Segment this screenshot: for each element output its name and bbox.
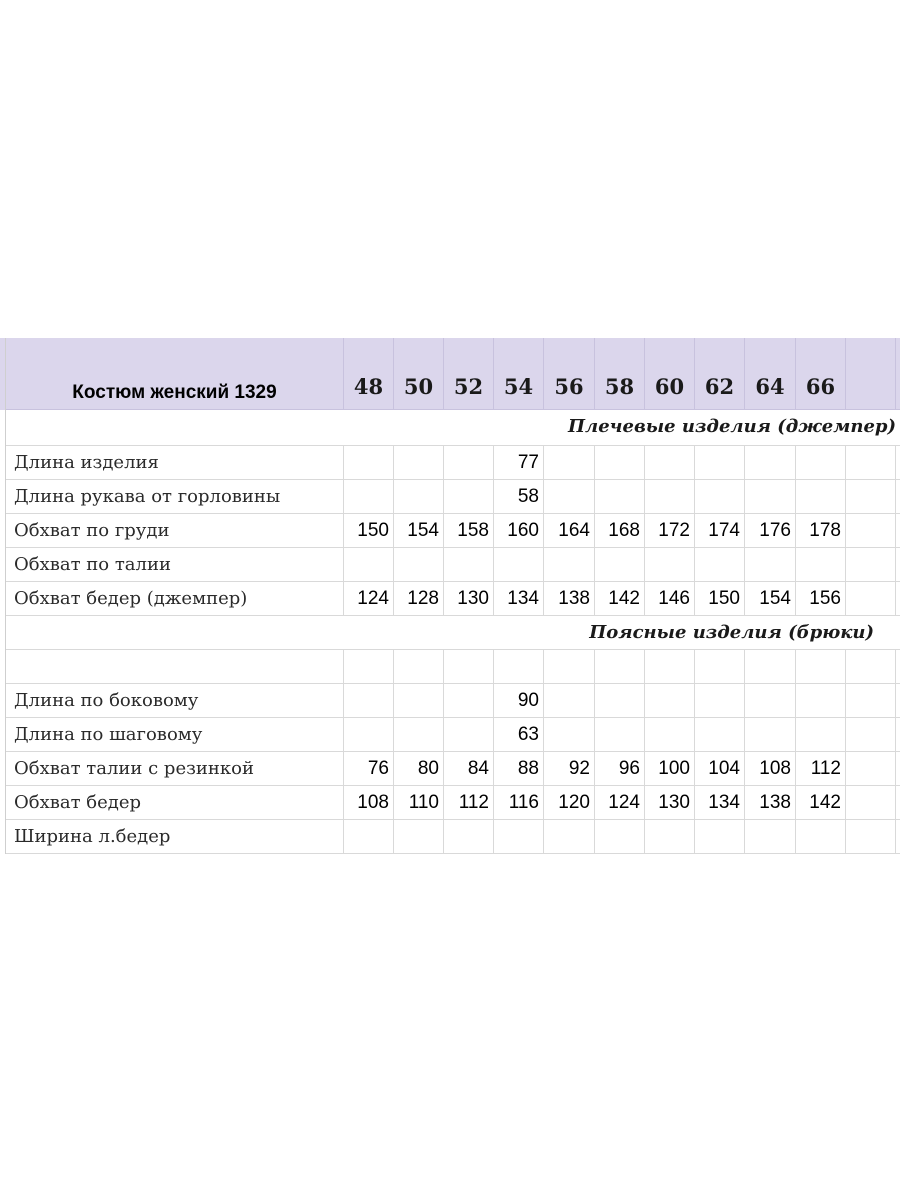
value-cell[interactable]: 142: [595, 582, 645, 616]
value-cell[interactable]: 150: [695, 582, 745, 616]
empty-cell[interactable]: [896, 684, 900, 718]
table-row: [0, 548, 900, 582]
table-row: [0, 718, 900, 752]
value-cell[interactable]: [394, 480, 444, 514]
value-cell[interactable]: [494, 650, 544, 684]
table-row: [0, 820, 900, 854]
value-cell[interactable]: [695, 650, 745, 684]
empty-header-cell[interactable]: [846, 338, 896, 410]
value-cell[interactable]: [645, 718, 695, 752]
value-cell[interactable]: 90: [494, 684, 544, 718]
size-header[interactable]: 60: [645, 338, 695, 410]
measurement-label[interactable]: Обхват по талии: [6, 548, 344, 582]
value-cell[interactable]: 77: [494, 446, 544, 480]
value-cell[interactable]: [645, 480, 695, 514]
empty-cell[interactable]: [846, 514, 896, 548]
size-header[interactable]: 54: [494, 338, 544, 410]
value-cell[interactable]: [394, 446, 444, 480]
value-cell[interactable]: [645, 650, 695, 684]
size-header[interactable]: 66: [796, 338, 846, 410]
product-title[interactable]: Костюм женский 1329: [6, 338, 344, 410]
table-row: [0, 786, 900, 820]
empty-cell[interactable]: [896, 446, 900, 480]
empty-cell[interactable]: [846, 786, 896, 820]
section-cell[interactable]: [6, 616, 900, 650]
value-cell[interactable]: [595, 684, 645, 718]
value-cell[interactable]: [544, 548, 595, 582]
measurement-label[interactable]: Длина по шаговому: [6, 718, 344, 752]
empty-cell[interactable]: [846, 718, 896, 752]
empty-header-cell[interactable]: [896, 338, 900, 410]
value-cell[interactable]: 104: [695, 752, 745, 786]
value-cell[interactable]: [444, 446, 494, 480]
value-cell[interactable]: [745, 820, 796, 854]
value-cell[interactable]: 160: [494, 514, 544, 548]
table-row: [0, 752, 900, 786]
value-cell[interactable]: 134: [494, 582, 544, 616]
empty-cell[interactable]: [846, 684, 896, 718]
value-cell[interactable]: 112: [444, 786, 494, 820]
value-cell[interactable]: [595, 446, 645, 480]
measurement-label[interactable]: Длина по боковому: [6, 684, 344, 718]
value-cell[interactable]: 150: [344, 514, 394, 548]
value-cell[interactable]: [645, 820, 695, 854]
value-cell[interactable]: [544, 480, 595, 514]
measurement-label[interactable]: [6, 650, 344, 684]
table-row: [0, 684, 900, 718]
value-cell[interactable]: 124: [595, 786, 645, 820]
empty-cell[interactable]: [846, 820, 896, 854]
value-cell[interactable]: [595, 718, 645, 752]
value-cell[interactable]: 154: [394, 514, 444, 548]
value-cell[interactable]: [394, 548, 444, 582]
value-cell[interactable]: [595, 548, 645, 582]
empty-cell[interactable]: [846, 480, 896, 514]
size-table: [0, 338, 900, 858]
section-title-top: Плечевые изделия (джемпер): [568, 416, 896, 437]
size-header[interactable]: 62: [695, 338, 745, 410]
empty-cell[interactable]: [896, 514, 900, 548]
value-cell[interactable]: [344, 684, 394, 718]
value-cell[interactable]: [494, 548, 544, 582]
value-cell[interactable]: 172: [645, 514, 695, 548]
value-cell[interactable]: 88: [494, 752, 544, 786]
size-header[interactable]: 64: [745, 338, 796, 410]
empty-cell[interactable]: [896, 480, 900, 514]
value-cell[interactable]: [444, 480, 494, 514]
value-cell[interactable]: [595, 480, 645, 514]
empty-cell[interactable]: [896, 548, 900, 582]
value-cell[interactable]: 154: [745, 582, 796, 616]
value-cell[interactable]: 92: [544, 752, 595, 786]
value-cell[interactable]: [544, 446, 595, 480]
value-cell[interactable]: 130: [645, 786, 695, 820]
value-cell[interactable]: 76: [344, 752, 394, 786]
empty-cell[interactable]: [896, 582, 900, 616]
value-cell[interactable]: 146: [645, 582, 695, 616]
value-cell[interactable]: 142: [796, 786, 846, 820]
value-cell[interactable]: 174: [695, 514, 745, 548]
value-cell[interactable]: [745, 718, 796, 752]
value-cell[interactable]: [444, 684, 494, 718]
value-cell[interactable]: [394, 684, 444, 718]
value-cell[interactable]: 176: [745, 514, 796, 548]
value-cell[interactable]: [444, 820, 494, 854]
value-cell[interactable]: 108: [745, 752, 796, 786]
value-cell[interactable]: [544, 650, 595, 684]
empty-cell[interactable]: [846, 752, 896, 786]
empty-cell[interactable]: [846, 548, 896, 582]
value-cell[interactable]: 116: [494, 786, 544, 820]
section-row-top: [0, 410, 900, 446]
size-header[interactable]: 58: [595, 338, 645, 410]
measurement-label[interactable]: Обхват талии с резинкой: [6, 752, 344, 786]
value-cell[interactable]: [796, 718, 846, 752]
value-cell[interactable]: [695, 480, 745, 514]
value-cell[interactable]: 168: [595, 514, 645, 548]
measurement-label[interactable]: Обхват по груди: [6, 514, 344, 548]
value-cell[interactable]: [695, 718, 745, 752]
value-cell[interactable]: [695, 548, 745, 582]
empty-cell[interactable]: [896, 752, 900, 786]
value-cell[interactable]: [394, 820, 444, 854]
size-header[interactable]: 56: [544, 338, 595, 410]
value-cell[interactable]: 112: [796, 752, 846, 786]
value-cell[interactable]: 84: [444, 752, 494, 786]
empty-cell[interactable]: [896, 650, 900, 684]
value-cell[interactable]: [645, 548, 695, 582]
value-cell[interactable]: [745, 480, 796, 514]
section-cell[interactable]: [6, 410, 900, 446]
measurement-label[interactable]: Длина изделия: [6, 446, 344, 480]
value-cell[interactable]: 134: [695, 786, 745, 820]
value-cell[interactable]: [444, 548, 494, 582]
value-cell[interactable]: 130: [444, 582, 494, 616]
value-cell[interactable]: [544, 718, 595, 752]
size-header[interactable]: 48: [344, 338, 394, 410]
value-cell[interactable]: [796, 480, 846, 514]
value-cell[interactable]: [595, 650, 645, 684]
value-cell[interactable]: [544, 684, 595, 718]
value-cell[interactable]: [695, 820, 745, 854]
value-cell[interactable]: [645, 446, 695, 480]
table-row: [0, 582, 900, 616]
value-cell[interactable]: 138: [745, 786, 796, 820]
value-cell[interactable]: [796, 446, 846, 480]
measurement-label[interactable]: Обхват бедер (джемпер): [6, 582, 344, 616]
value-cell[interactable]: [544, 820, 595, 854]
value-cell[interactable]: [344, 446, 394, 480]
empty-cell[interactable]: [846, 446, 896, 480]
value-cell[interactable]: [745, 684, 796, 718]
value-cell[interactable]: [796, 820, 846, 854]
value-cell[interactable]: 178: [796, 514, 846, 548]
measurement-label[interactable]: Ширина л.бедер: [6, 820, 344, 854]
value-cell[interactable]: [595, 820, 645, 854]
value-cell[interactable]: 58: [494, 480, 544, 514]
value-cell[interactable]: [344, 480, 394, 514]
value-cell[interactable]: [394, 718, 444, 752]
size-header[interactable]: 52: [444, 338, 494, 410]
measurement-label[interactable]: Длина рукава от горловины: [6, 480, 344, 514]
value-cell[interactable]: [745, 446, 796, 480]
empty-cell[interactable]: [896, 786, 900, 820]
empty-cell[interactable]: [846, 582, 896, 616]
value-cell[interactable]: 156: [796, 582, 846, 616]
value-cell[interactable]: 100: [645, 752, 695, 786]
measurement-label[interactable]: Обхват бедер: [6, 786, 344, 820]
value-cell[interactable]: 164: [544, 514, 595, 548]
value-cell[interactable]: [344, 820, 394, 854]
value-cell[interactable]: [444, 650, 494, 684]
value-cell[interactable]: 96: [595, 752, 645, 786]
value-cell[interactable]: [695, 684, 745, 718]
value-cell[interactable]: [745, 548, 796, 582]
value-cell[interactable]: [344, 718, 394, 752]
table-row: [0, 650, 900, 684]
value-cell[interactable]: [745, 650, 796, 684]
value-cell[interactable]: [695, 446, 745, 480]
table-row: [0, 480, 900, 514]
value-cell[interactable]: 63: [494, 718, 544, 752]
empty-cell[interactable]: [896, 718, 900, 752]
value-cell[interactable]: [645, 684, 695, 718]
section-title-bottom: Поясные изделия (брюки): [589, 622, 874, 643]
empty-cell[interactable]: [846, 650, 896, 684]
table-header-row: [0, 338, 900, 410]
value-cell[interactable]: [344, 650, 394, 684]
value-cell[interactable]: 158: [444, 514, 494, 548]
table-row: [0, 446, 900, 480]
value-cell[interactable]: 108: [344, 786, 394, 820]
table-row: [0, 514, 900, 548]
value-cell[interactable]: 80: [394, 752, 444, 786]
value-cell[interactable]: [394, 650, 444, 684]
value-cell[interactable]: [796, 650, 846, 684]
value-cell[interactable]: [796, 684, 846, 718]
value-cell[interactable]: [344, 548, 394, 582]
size-header[interactable]: 50: [394, 338, 444, 410]
value-cell[interactable]: 110: [394, 786, 444, 820]
value-cell[interactable]: 138: [544, 582, 595, 616]
value-cell[interactable]: [494, 820, 544, 854]
empty-cell[interactable]: [896, 820, 900, 854]
value-cell[interactable]: [444, 718, 494, 752]
value-cell[interactable]: [796, 548, 846, 582]
value-cell[interactable]: 128: [394, 582, 444, 616]
section-row-bottom: [0, 616, 900, 650]
value-cell[interactable]: 124: [344, 582, 394, 616]
value-cell[interactable]: 120: [544, 786, 595, 820]
